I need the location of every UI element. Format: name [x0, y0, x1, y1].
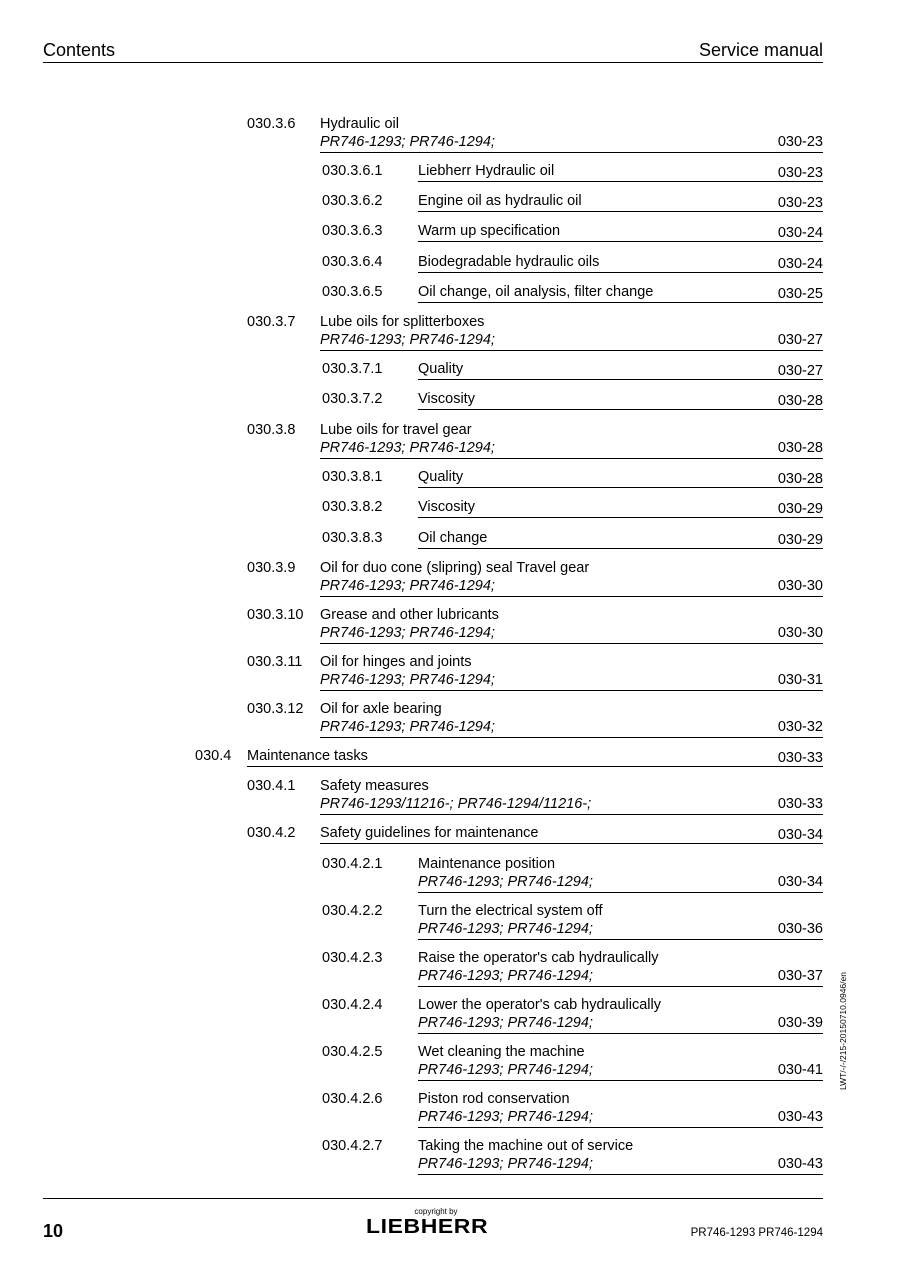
- toc-entry[interactable]: [322, 1090, 823, 1128]
- toc-entry-title: Hydraulic oil: [320, 116, 399, 132]
- toc-entry-page: 030-43: [777, 1156, 823, 1172]
- toc-entry-title: Taking the machine out of service: [418, 1138, 634, 1154]
- toc-entry[interactable]: [247, 777, 823, 815]
- toc-entry-rule: [418, 211, 823, 212]
- toc-entry[interactable]: [322, 162, 823, 182]
- toc-entry-rule: [418, 548, 823, 549]
- toc-entry-page: 030-29: [777, 532, 823, 548]
- toc-entry[interactable]: [322, 855, 823, 893]
- toc-entry-title: Warm up specification: [418, 223, 561, 239]
- toc-entry[interactable]: [322, 253, 823, 273]
- toc-entry[interactable]: [322, 283, 823, 303]
- toc-entry-number: 030.3.6.5: [322, 284, 383, 300]
- toc-entry-rule: [418, 892, 823, 893]
- toc-entry-number: 030.4: [195, 748, 232, 764]
- toc-entry-number: 030.3.11: [247, 654, 303, 670]
- toc-entry-page: 030-30: [777, 625, 823, 641]
- toc-entry-title: Piston rod conservation: [418, 1091, 570, 1107]
- toc-entry-number: 030.3.6.2: [322, 193, 383, 209]
- toc-entry[interactable]: [322, 360, 823, 380]
- toc-entry-number: 030.3.8: [247, 422, 296, 438]
- toc-entry-page: 030-27: [777, 363, 823, 379]
- toc-entry-title: Oil for hinges and joints: [320, 654, 472, 670]
- toc-entry-models: PR746-1293; PR746-1294;: [418, 921, 593, 937]
- toc-entry-models: PR746-1293; PR746-1294;: [418, 968, 593, 984]
- toc-entry-page: 030-25: [777, 286, 823, 302]
- toc-entry[interactable]: [322, 468, 823, 488]
- toc-entry-rule: [320, 814, 823, 815]
- toc-entry-page: 030-39: [777, 1015, 823, 1031]
- toc-entry-rule: [320, 152, 823, 153]
- toc-entry-page: 030-32: [777, 719, 823, 735]
- toc-entry-page: 030-23: [777, 195, 823, 211]
- toc-entry-models: PR746-1293; PR746-1294;: [418, 1156, 593, 1172]
- toc-entry-page: 030-28: [777, 471, 823, 487]
- toc-entry-models: PR746-1293; PR746-1294;: [320, 672, 495, 688]
- footer-models: PR746-1293 PR746-1294: [690, 1227, 823, 1239]
- toc-entry-number: 030.3.6.3: [322, 223, 383, 239]
- toc-entry-number: 030.3.6: [247, 116, 296, 132]
- toc-entry-page: 030-28: [777, 440, 823, 456]
- toc-entry-number: 030.4.2.7: [322, 1138, 383, 1154]
- toc-entry[interactable]: [322, 1043, 823, 1081]
- toc-entry-number: 030.3.6.1: [322, 163, 383, 179]
- toc-entry-number: 030.3.7.2: [322, 391, 383, 407]
- toc-entry-number: 030.4.2.5: [322, 1044, 383, 1060]
- toc-entry-title: Lube oils for travel gear: [320, 422, 472, 438]
- toc-entry-page: 030-23: [777, 134, 823, 150]
- toc-entry-rule: [418, 517, 823, 518]
- header-document-title: Service manual: [698, 40, 823, 60]
- toc-entry[interactable]: [322, 529, 823, 549]
- toc-entry[interactable]: [247, 824, 823, 844]
- toc-entry-title: Oil change: [418, 530, 488, 546]
- toc-entry-page: 030-24: [777, 225, 823, 241]
- toc-entry-models: PR746-1293; PR746-1294;: [320, 578, 495, 594]
- toc-entry[interactable]: [322, 192, 823, 212]
- toc-entry[interactable]: [247, 115, 823, 153]
- header-rule: [43, 62, 823, 63]
- toc-entry-rule: [320, 843, 823, 844]
- toc-entry-rule: [418, 1127, 823, 1128]
- header-section-title: Contents: [43, 40, 116, 60]
- toc-entry[interactable]: [247, 313, 823, 351]
- toc-entry-number: 030.4.2.1: [322, 856, 383, 872]
- toc-entry-rule: [320, 737, 823, 738]
- toc-entry-rule: [418, 986, 823, 987]
- toc-entry-page: 030-33: [777, 796, 823, 812]
- toc-entry-number: 030.3.8.3: [322, 530, 383, 546]
- toc-entry-number: 030.4.2.3: [322, 950, 383, 966]
- toc-entry-title: Oil change, oil analysis, filter change: [418, 284, 654, 300]
- toc-entry-page: 030-34: [777, 827, 823, 843]
- toc-entry[interactable]: [322, 390, 823, 410]
- side-document-code: LWT/-/-/215-20150710.0946/en: [838, 972, 848, 1090]
- toc-entry-title: Viscosity: [418, 391, 475, 407]
- toc-entry-page: 030-30: [777, 578, 823, 594]
- toc-entry-number: 030.3.6.4: [322, 254, 383, 270]
- page-number: 10: [43, 1221, 64, 1241]
- toc-entry-title: Oil for axle bearing: [320, 701, 442, 717]
- toc-entry-rule: [418, 1033, 823, 1034]
- toc-entry-page: 030-28: [777, 393, 823, 409]
- toc-entry-models: PR746-1293; PR746-1294;: [418, 1109, 593, 1125]
- toc-entry[interactable]: [322, 902, 823, 940]
- toc-entry[interactable]: [322, 222, 823, 242]
- toc-entry-number: 030.3.10: [247, 607, 304, 623]
- toc-entry-title: Oil for duo cone (slipring) seal Travel gear: [320, 560, 590, 576]
- toc-entry-models: PR746-1293; PR746-1294;: [418, 874, 593, 890]
- toc-entry-models: PR746-1293; PR746-1294;: [418, 1015, 593, 1031]
- toc-entry-title: Quality: [418, 361, 464, 377]
- toc-entry[interactable]: [247, 559, 823, 597]
- toc-entry[interactable]: [322, 498, 823, 518]
- toc-entry-page: 030-33: [777, 750, 823, 766]
- toc-entry-rule: [418, 409, 823, 410]
- copyright-note: copyright by: [414, 1207, 458, 1216]
- toc-entry-title: Engine oil as hydraulic oil: [418, 193, 582, 209]
- toc-entry-title: Lower the operator's cab hydraulically: [418, 997, 661, 1013]
- toc-entry-page: 030-31: [777, 672, 823, 688]
- toc-entry-models: PR746-1293; PR746-1294;: [320, 440, 495, 456]
- toc-entry-rule: [320, 596, 823, 597]
- toc-entry-number: 030.4.2: [247, 825, 296, 841]
- toc-entry-models: PR746-1293; PR746-1294;: [320, 332, 495, 348]
- toc-entry-rule: [418, 379, 823, 380]
- toc-entry[interactable]: [322, 996, 823, 1034]
- toc-entry-rule: [320, 690, 823, 691]
- toc-entry-rule: [418, 272, 823, 273]
- toc-entry[interactable]: [195, 747, 823, 767]
- toc-entry-title: Viscosity: [418, 499, 475, 515]
- toc-entry[interactable]: [322, 1137, 823, 1175]
- toc-entry-rule: [418, 241, 823, 242]
- toc-entry-number: 030.4.1: [247, 778, 296, 794]
- toc-entry[interactable]: [247, 700, 823, 738]
- toc-entry-rule: [320, 643, 823, 644]
- toc-entry-models: PR746-1293; PR746-1294;: [320, 134, 495, 150]
- toc-entry-page: 030-37: [777, 968, 823, 984]
- brand-logo: LIEBHERR: [366, 1216, 489, 1238]
- toc-entry-rule: [418, 1080, 823, 1081]
- toc-entry-rule: [320, 458, 823, 459]
- toc-entry-rule: [418, 302, 823, 303]
- toc-entry-page: 030-23: [777, 165, 823, 181]
- toc-entry-number: 030.4.2.4: [322, 997, 383, 1013]
- toc-entry[interactable]: [322, 949, 823, 987]
- toc-entry-title: Raise the operator's cab hydraulically: [418, 950, 659, 966]
- toc-entry-number: 030.3.7.1: [322, 361, 383, 377]
- toc-entry-rule: [247, 766, 823, 767]
- toc-entry-rule: [418, 1174, 823, 1175]
- toc-entry[interactable]: [247, 421, 823, 459]
- toc-entry-page: 030-36: [777, 921, 823, 937]
- toc-entry-models: PR746-1293; PR746-1294;: [320, 719, 495, 735]
- toc-entry-page: 030-27: [777, 332, 823, 348]
- toc-entry-number: 030.3.8.1: [322, 469, 383, 485]
- toc-entry-page: 030-41: [777, 1062, 823, 1078]
- toc-entry-title: Biodegradable hydraulic oils: [418, 254, 600, 270]
- toc-entry-title: Grease and other lubricants: [320, 607, 499, 623]
- toc-entry-page: 030-24: [777, 256, 823, 272]
- toc-entry-number: 030.4.2.6: [322, 1091, 383, 1107]
- toc-entry-number: 030.3.12: [247, 701, 304, 717]
- toc-entry-models: PR746-1293; PR746-1294;: [418, 1062, 593, 1078]
- toc-entry-title: Liebherr Hydraulic oil: [418, 163, 555, 179]
- toc-entry-models: PR746-1293; PR746-1294;: [320, 625, 495, 641]
- toc-entry-number: 030.3.9: [247, 560, 296, 576]
- toc-entry-title: Maintenance tasks: [247, 748, 368, 764]
- toc-entry-page: 030-43: [777, 1109, 823, 1125]
- toc-entry-number: 030.3.8.2: [322, 499, 383, 515]
- toc-entry-title: Safety measures: [320, 778, 429, 794]
- toc-entry-title: Wet cleaning the machine: [418, 1044, 585, 1060]
- toc-entry[interactable]: [247, 653, 823, 691]
- toc-entry-title: Quality: [418, 469, 464, 485]
- toc-entry-title: Safety guidelines for maintenance: [320, 825, 539, 841]
- toc-entry-number: 030.3.7: [247, 314, 296, 330]
- toc-entry-page: 030-29: [777, 501, 823, 517]
- toc-entry-models: PR746-1293/11216-; PR746-1294/11216-;: [320, 796, 592, 812]
- toc-entry-number: 030.4.2.2: [322, 903, 383, 919]
- toc-entry[interactable]: [247, 606, 823, 644]
- toc-entry-page: 030-34: [777, 874, 823, 890]
- toc-entry-rule: [320, 350, 823, 351]
- toc-entry-rule: [418, 181, 823, 182]
- toc-entry-title: Lube oils for splitterboxes: [320, 314, 485, 330]
- footer-rule: [43, 1198, 823, 1199]
- toc-entry-title: Turn the electrical system off: [418, 903, 603, 919]
- toc-entry-rule: [418, 487, 823, 488]
- toc-entry-title: Maintenance position: [418, 856, 556, 872]
- toc-entry-rule: [418, 939, 823, 940]
